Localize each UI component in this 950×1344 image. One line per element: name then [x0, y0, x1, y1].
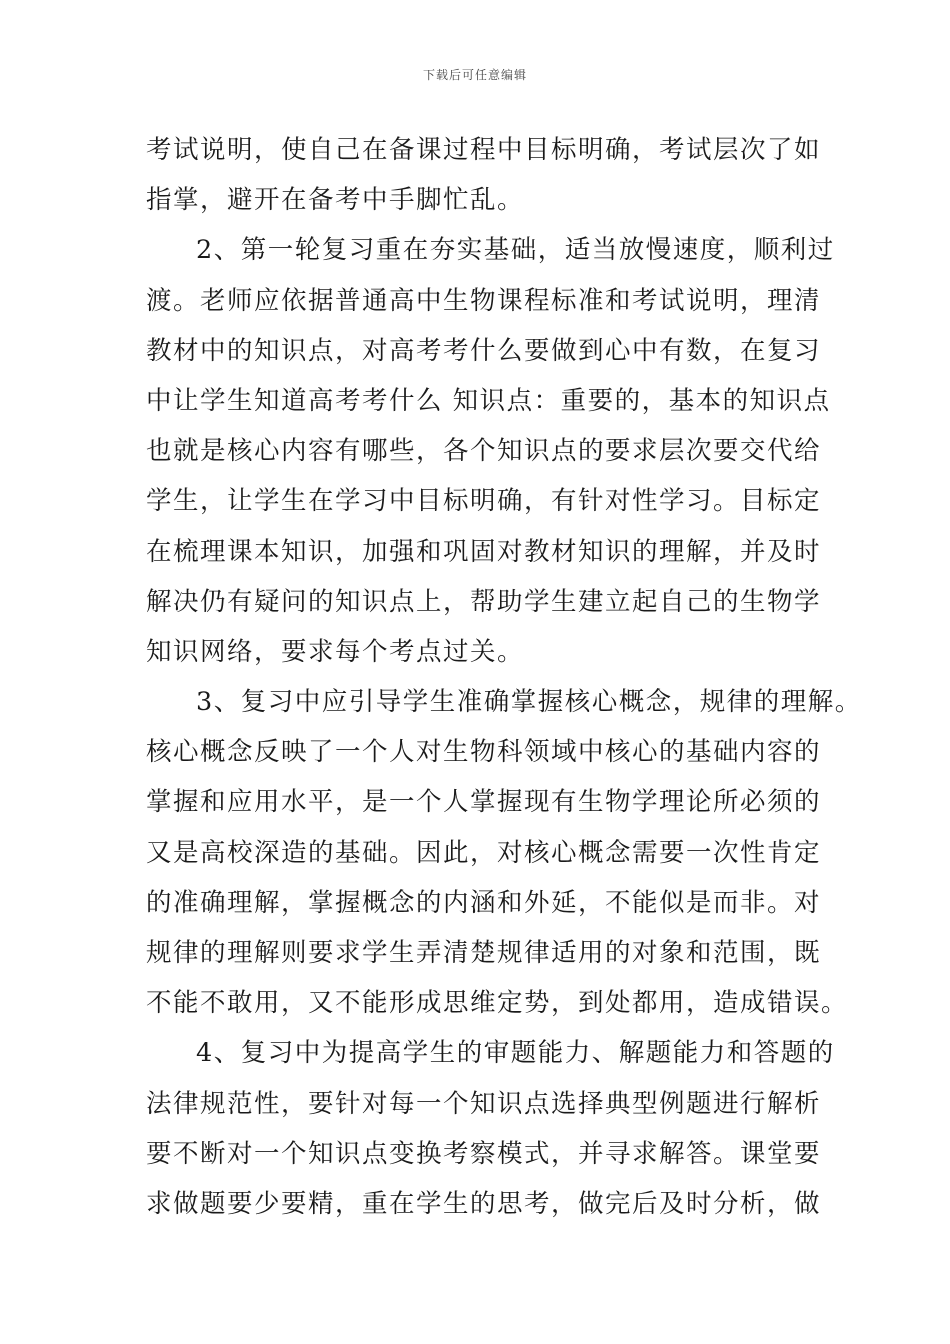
text-line: 不能不敢用，又不能形成思维定势，到处都用，造成错误。	[146, 988, 849, 1019]
text-line: 中让学生知道高考考什么 知识点：重要的，基本的知识点	[146, 385, 831, 416]
text-line: 指掌，避开在备考中手脚忙乱。	[146, 185, 525, 216]
text-line: 要不断对一个知识点变换考察模式，并寻求解答。课堂要	[146, 1138, 822, 1169]
document-body	[146, 125, 862, 1229]
text-line: 考试说明，使自己在备课过程中目标明确，考试层次了如	[146, 135, 822, 165]
text-line: 解决仍有疑问的知识点上，帮助学生建立起自己的生物学	[146, 586, 822, 617]
text-line: 规律的理解则要求学生弄清楚规律适用的对象和范围，既	[146, 938, 822, 968]
text-line: 学生，让学生在学习中目标明确，有针对性学习。目标定	[146, 486, 822, 517]
text-line: 核心概念反映了一个人对生物科领域中核心的基础内容的	[146, 737, 822, 768]
text-line: 渡。老师应依据普通高中生物课程标准和考试说明，理清	[146, 285, 822, 316]
text-line: 求做题要少要精，重在学生的思考，做完后及时分析，做	[146, 1188, 822, 1219]
text-line: 又是高校深造的基础。因此，对核心概念需要一次性肯定	[146, 837, 822, 868]
text-line: 掌握和应用水平，是一个人掌握现有生物学理论所必须的	[146, 787, 822, 818]
text-line: 3、复习中应引导学生准确掌握核心概念，规律的理解。	[196, 687, 862, 718]
page-header: 下载后可任意编辑	[422, 68, 527, 82]
text-line: 在梳理课本知识，加强和巩固对教材知识的理解，并及时	[146, 536, 822, 567]
text-line: 也就是核心内容有哪些，各个知识点的要求层次要交代给	[146, 436, 822, 467]
text-line: 4、复习中为提高学生的审题能力、解题能力和答题的	[196, 1038, 835, 1069]
text-line: 法律规范性，要针对每一个知识点选择典型例题进行解析	[146, 1088, 822, 1119]
text-line: 的准确理解，掌握概念的内涵和外延，不能似是而非。对	[146, 887, 822, 918]
text-line: 知识网络，要求每个考点过关。	[146, 636, 525, 667]
text-line: 2、第一轮复习重在夯实基础，适当放慢速度，顺利过	[196, 235, 835, 266]
text-line: 教材中的知识点，对高考考什么要做到心中有数，在复习	[146, 335, 822, 366]
